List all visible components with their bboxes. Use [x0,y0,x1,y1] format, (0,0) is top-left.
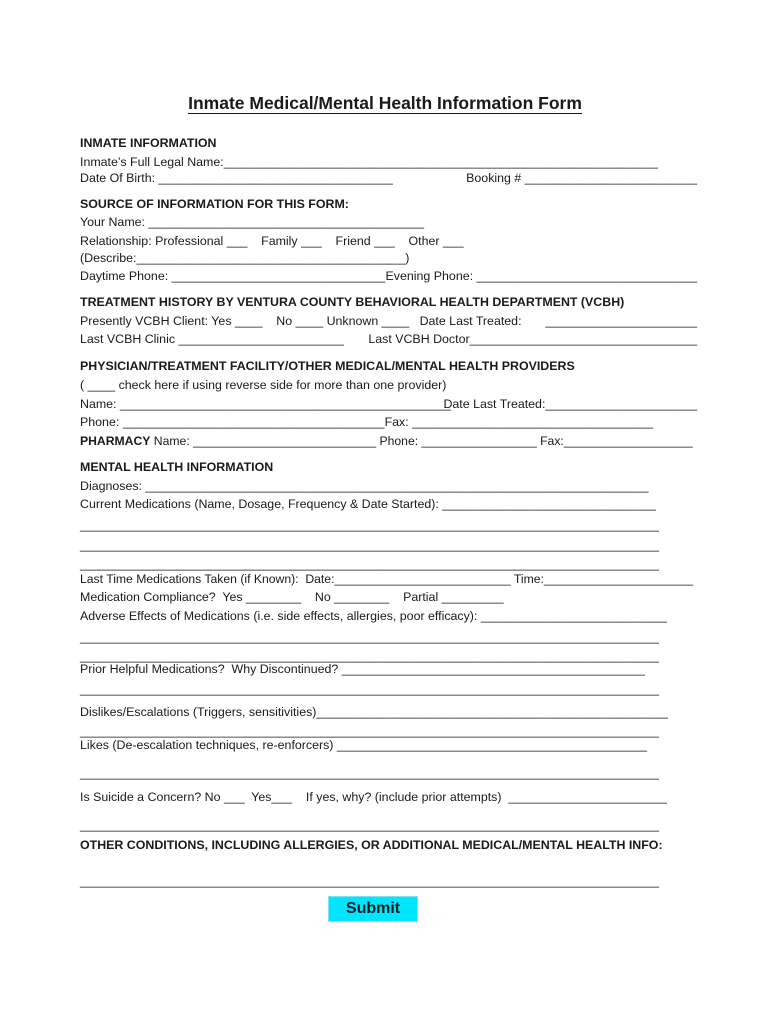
last-clinic-field[interactable]: Last VCBH Clinic ________________________ [80,332,344,346]
mental-health-heading: MENTAL HEALTH INFORMATION [80,460,274,474]
likes-field[interactable]: Likes (De-escalation techniques, re-enforcers) _____________________________________________ [80,738,647,752]
blank-line[interactable]: ____________________________________________________________________________________ [80,724,659,738]
describe-field[interactable]: (Describe:_______________________________________) [80,251,410,265]
blank-line[interactable]: ____________________________________________________________________________________ [80,630,659,644]
providers-heading: PHYSICIAN/TREATMENT FACILITY/OTHER MEDICAL/MENTAL HEALTH PROVIDERS [80,359,575,373]
treatment-heading: TREATMENT HISTORY BY VENTURA COUNTY BEHAVIORAL HEALTH DEPARTMENT (VCBH) [80,295,625,309]
other-conditions-heading: OTHER CONDITIONS, INCLUDING ALLERGIES, OR ADDITIONAL MEDICAL/MENTAL HEALTH INFO: [80,838,663,852]
blank-line[interactable]: ____________________________________________________________________________________ [80,818,659,832]
blank-line[interactable]: ____________________________________________________________________________________ [80,682,659,696]
provider-phone-fax-field[interactable]: Phone: ______________________________________Fax: ___________________________________ [80,415,654,429]
booking-field[interactable]: Booking # _________________________ [466,171,697,185]
form-title [0,91,770,115]
vcbh-client-field[interactable]: Presently VCBH Client: Yes ____ No ____ Unknown ____ Date Last Treated: [80,314,522,328]
source-heading: SOURCE OF INFORMATION FOR THIS FORM: [80,197,349,211]
blank-line[interactable]: ____________________________________________________________________________________ [80,538,659,552]
provider-date-field[interactable]: Date Last Treated:______________________ [443,397,697,411]
pharmacy-fields[interactable]: Name: ___________________________ Phone: _________________ Fax:___________________ [150,434,693,448]
prior-meds-field[interactable]: Prior Helpful Medications? Why Discontinued? ____________________________________________ [80,662,645,676]
daytime-phone-field[interactable]: Daytime Phone: _______________________________ [80,269,386,283]
legal-name-field[interactable]: Inmate’s Full Legal Name:_______________________________________________________________ [80,155,658,169]
form-title-text: Inmate Medical/Mental Health Information Form [188,93,582,113]
dob-field[interactable]: Date Of Birth: __________________________________ [80,171,393,185]
last-taken-field[interactable]: Last Time Medications Taken (if Known): Date:__________________________ Time:______________________ [80,572,694,586]
dislikes-field[interactable]: Dislikes/Escalations (Triggers, sensitivities)___________________________________________________ [80,705,668,719]
inmate-info-heading: INMATE INFORMATION [80,136,217,150]
blank-line[interactable]: ____________________________________________________________________________________ [80,518,659,532]
compliance-field[interactable]: Medication Compliance? Yes ________ No ________ Partial _________ [80,590,504,604]
current-meds-field[interactable]: Current Medications (Name, Dosage, Frequency & Date Started): _______________________________ [80,497,656,511]
suicide-concern-field[interactable]: Is Suicide a Concern? No ___ Yes___ If yes, why? (include prior attempts) _______________________ [80,790,667,804]
pharmacy-label: PHARMACY [80,434,151,448]
submit-button[interactable]: Submit [328,896,418,922]
adverse-effects-field[interactable]: Adverse Effects of Medications (i.e. side effects, allergies, poor efficacy): ___________________________ [80,609,667,623]
relationship-field[interactable]: Relationship: Professional ___ Family ___ Friend ___ Other ___ [80,234,464,248]
date-last-treated-field[interactable]: ______________________ [545,314,697,328]
last-doctor-field[interactable]: Last VCBH Doctor_________________________________ [368,332,697,346]
blank-line[interactable]: ____________________________________________________________________________________ [80,766,659,780]
blank-line[interactable]: ____________________________________________________________________________________ [80,557,659,571]
provider-name-field[interactable]: Name: ________________________________________________ [80,397,451,411]
diagnoses-field[interactable]: Diagnoses: _________________________________________________________________________ [80,479,649,493]
evening-phone-field[interactable]: Evening Phone: ________________________________ [385,269,697,283]
your-name-field[interactable]: Your Name: ________________________________________ [80,215,425,229]
pharmacy-line[interactable] [80,433,693,449]
blank-line[interactable]: ____________________________________________________________________________________ [80,649,659,663]
reverse-side-check[interactable]: ( ____ check here if using reverse side for more than one provider) [80,378,447,392]
blank-line[interactable]: ____________________________________________________________________________________ [80,874,659,888]
